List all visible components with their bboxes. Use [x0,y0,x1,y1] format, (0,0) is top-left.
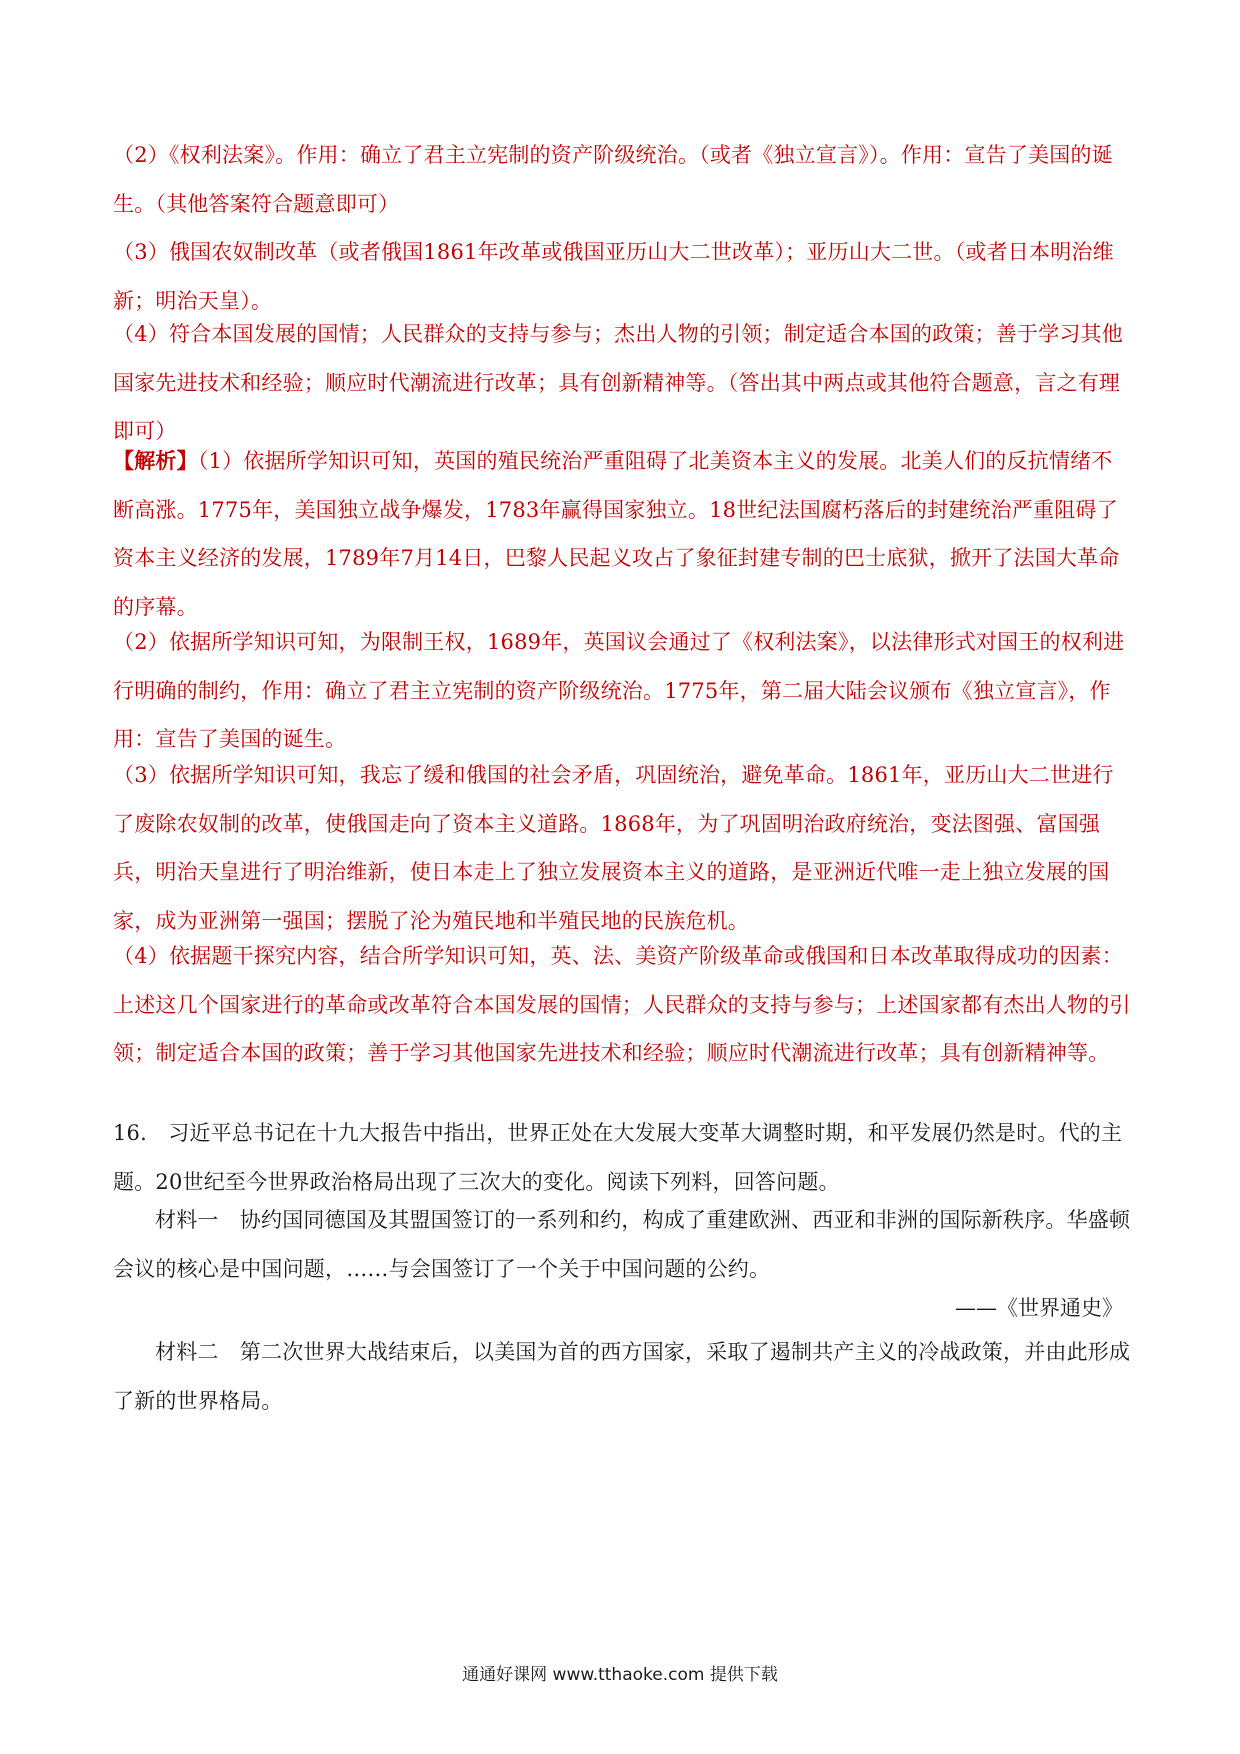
analysis-part-3: （3）依据所学知识可知，我忘了缓和俄国的社会矛盾，巩固统治，避免革命。1861年，亚历山大二世进行了废除农奴制的改革，使俄国走向了资本主义道路。1868年，为了巩固明治政府统治，变法图强、富国强兵，明治天皇进行了明治维新，使日本走上了独立发展资本主义的道路，是亚洲近代唯一走上独立发展的国家，成为亚洲第一强国；摆脱了沦为殖民地和半殖民地的民族危机。 [113,763,1114,933]
analysis-part-1 [113,437,1133,631]
analysis-part-1-text: （1）依据所学知识可知，英国的殖民统治严重阻碍了北美资本主义的发展。北美人们的反抗情绪不断高涨。1775年，美国独立战争爆发，1783年赢得国家独立。18世纪法国腐朽落后的封建统治严重阻碍了资本主义经济的发展，1789年7月14日，巴黎人民起义攻占了象征封建专制的巴士底狱，掀开了法国大革命的序幕。 [113,449,1120,619]
page-footer: 通通好课网 www.tthaoke.com 提供下载 [462,1665,778,1685]
analysis-part-4: （4）依据题干探究内容，结合所学知识可知，英、法、美资产阶级革命或俄国和日本改革取得成功的因素：上述这几个国家进行的革命或改革符合本国发展的国情；人民群众的支持与参与；上述国家都有杰出人物的引领；制定适合本国的政策；善于学习其他国家先进技术和经验；顺应时代潮流进行改革；具有创新精神等。 [113,944,1131,1065]
material-1-source: ——《世界通史》 [955,1296,1123,1320]
analysis-label: 【解析】 [113,448,198,473]
answer-part-4: （4）符合本国发展的国情；人民群众的支持与参与；杰出人物的引领；制定适合本国的政策；善于学习其他国家先进技术和经验；顺应时代潮流进行改革；具有创新精神等。（答出其中两点或其他符合题意，言之有理即可） [113,322,1123,443]
answer-part-3: （3）俄国农奴制改革（或者俄国1861年改革或俄国亚历山大二世改革）；亚历山大二世。（或者日本明治维新；明治天皇）。 [113,240,1114,313]
analysis-part-2: （2）依据所学知识可知，为限制王权，1689年，英国议会通过了《权利法案》，以法律形式对国王的权利进行明确的制约，作用：确立了君主立宪制的资产阶级统治。1775年，第二届大陆会议颁布《独立宣言》，作用：宣告了美国的诞生。 [113,630,1125,751]
answer-part-2: （2）《权利法案》。作用：确立了君主立宪制的资产阶级统治。（或者《独立宣言》）。作用：宣告了美国的诞生。（其他答案符合题意即可） [113,143,1113,216]
question-16-stem: 16. 习近平总书记在十九大报告中指出，世界正处在大发展大变革大调整时期，和平发展仍然是时。代的主题。20世纪至今世界政治格局出现了三次大的变化。阅读下列料，回答问题。 [113,1121,1123,1194]
material-1: 材料一 协约国同德国及其盟国签订的一系列和约，构成了重建欧洲、西亚和非洲的国际新秩序。华盛顿会议的核心是中国问题，……与会国签订了一个关于中国问题的公约。 [113,1208,1131,1281]
material-2: 材料二 第二次世界大战结束后，以美国为首的西方国家，采取了遏制共产主义的冷战政策，并由此形成了新的世界格局。 [113,1340,1131,1413]
